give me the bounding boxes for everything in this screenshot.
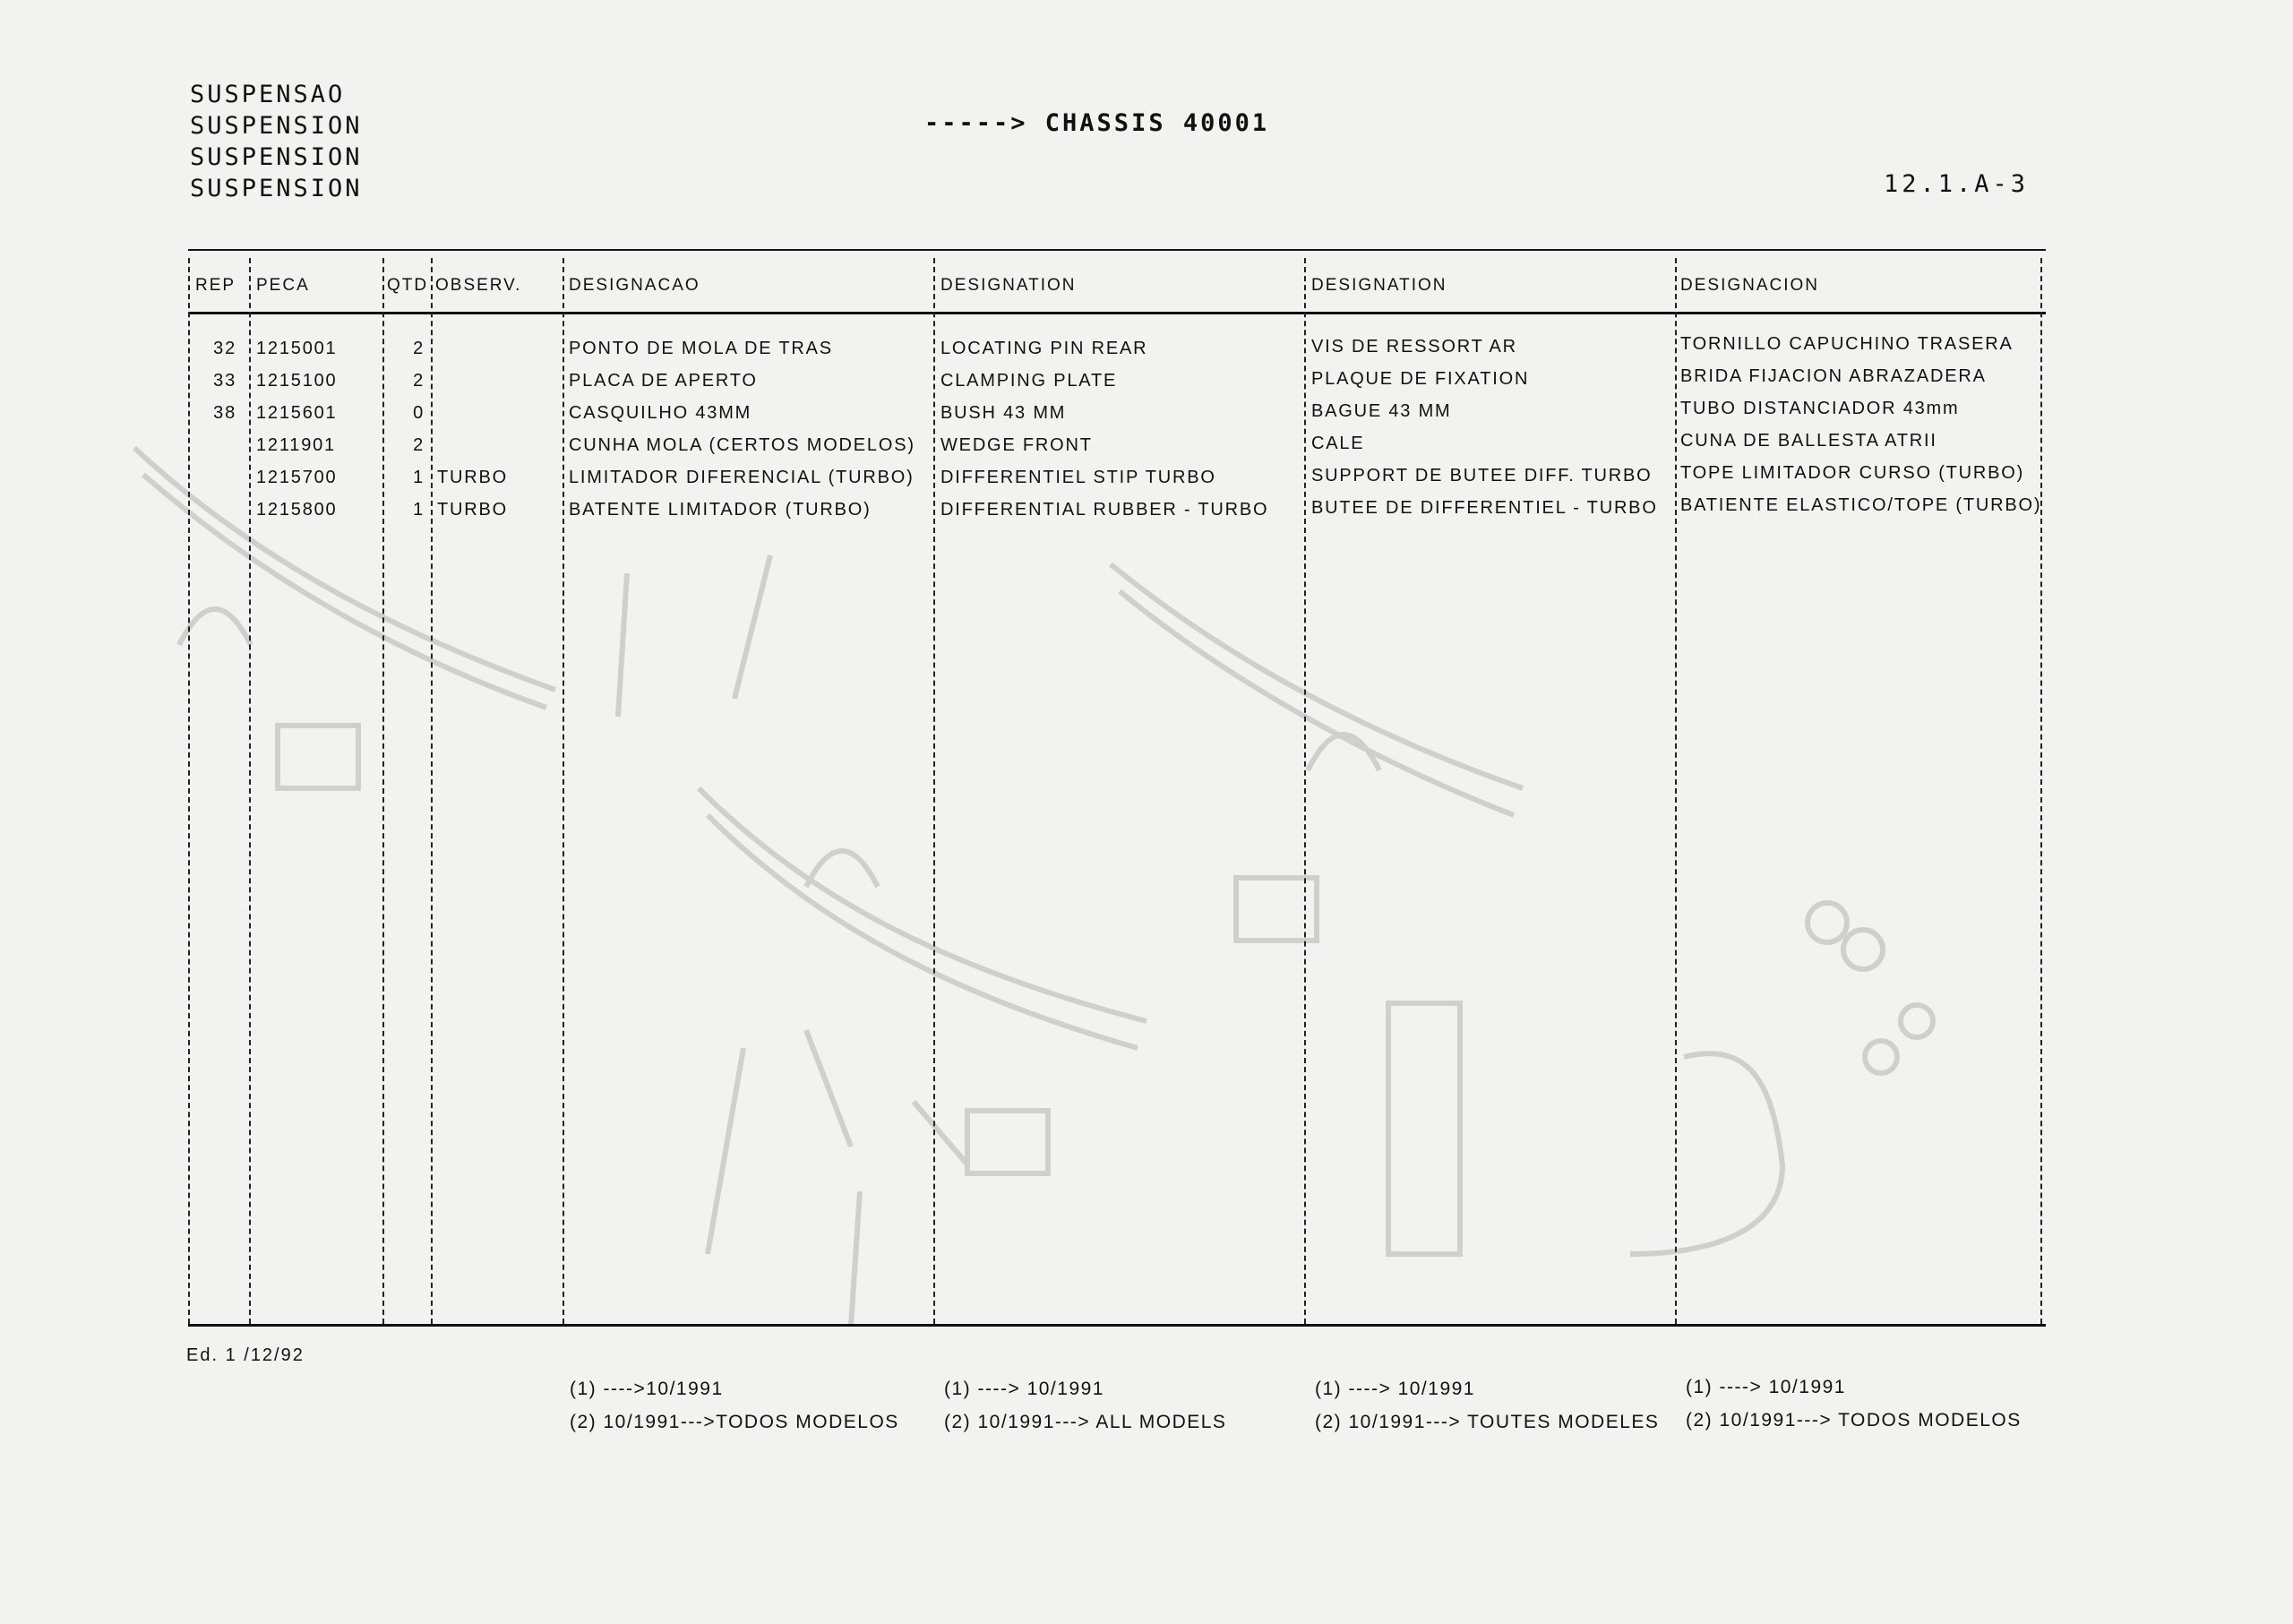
- title-english: SUSPENSION: [190, 112, 363, 140]
- row-designacion: TOPE LIMITADOR CURSO (TURBO): [1680, 463, 2025, 483]
- row-qty: 2: [413, 339, 425, 358]
- footnote-french: [1315, 1372, 1659, 1439]
- row-part-number: 1215001: [256, 339, 338, 358]
- row-designation-fr: SUPPORT DE BUTEE DIFF. TURBO: [1311, 466, 1653, 485]
- row-designacion: BRIDA FIJACION ABRAZADERA: [1680, 366, 1987, 386]
- column-header-designacao: DESIGNACAO: [569, 276, 700, 295]
- row-designation-en: LOCATING PIN REAR: [940, 339, 1148, 358]
- row-designation-fr: CALE: [1311, 434, 1365, 453]
- row-part-number: 1215800: [256, 500, 338, 520]
- row-observ: TURBO: [437, 500, 508, 520]
- section-titles: [190, 79, 363, 204]
- title-portuguese: SUSPENSAO: [190, 81, 346, 108]
- column-header-peca: PECA: [256, 276, 310, 295]
- row-observ: TURBO: [437, 468, 508, 487]
- footnote-line: (1) ----> 10/1991: [1315, 1379, 1475, 1399]
- column-header-qtd: QTD: [387, 276, 429, 295]
- row-designation-en: BUSH 43 MM: [940, 403, 1067, 423]
- row-qty: 2: [413, 371, 425, 391]
- footnote-line: (2) 10/1991---> ALL MODELS: [944, 1412, 1227, 1432]
- column-header-designation-fr: DESIGNATION: [1311, 276, 1447, 295]
- row-part-number: 1215601: [256, 403, 338, 423]
- column-divider: [933, 258, 937, 1324]
- edition-date: Ed. 1 /12/92: [186, 1345, 305, 1365]
- column-divider: [1304, 258, 1308, 1324]
- column-header-observ: OBSERV.: [435, 276, 522, 295]
- row-part-number: 1211901: [256, 435, 336, 455]
- chassis-reference: -----> CHASSIS 40001: [924, 109, 1270, 137]
- column-divider: [2040, 258, 2044, 1324]
- row-designacion: TORNILLO CAPUCHINO TRASERA: [1680, 334, 2014, 354]
- column-divider: [1675, 258, 1679, 1324]
- row-designation-fr: BUTEE DE DIFFERENTIEL - TURBO: [1311, 498, 1658, 518]
- row-rep: 33: [213, 371, 236, 391]
- row-rep: 32: [213, 339, 236, 358]
- column-divider: [431, 258, 434, 1324]
- parts-table: [188, 249, 2046, 1328]
- footnote-line: (1) ----> 10/1991: [1686, 1377, 1846, 1397]
- footnote-line: (2) 10/1991--->TODOS MODELOS: [570, 1412, 899, 1432]
- table-bottom-rule: [188, 1324, 2046, 1327]
- column-header-rep: REP: [195, 276, 236, 295]
- column-divider: [249, 258, 253, 1324]
- row-designation-fr: VIS DE RESSORT AR: [1311, 337, 1517, 357]
- row-designacao: PONTO DE MOLA DE TRAS: [569, 339, 833, 358]
- row-designacion: BATIENTE ELASTICO/TOPE (TURBO): [1680, 495, 2042, 515]
- column-divider: [188, 258, 192, 1324]
- row-designacao: CUNHA MOLA (CERTOS MODELOS): [569, 435, 915, 455]
- row-designacao: LIMITADOR DIFERENCIAL (TURBO): [569, 468, 915, 487]
- footnote-line: (2) 10/1991---> TOUTES MODELES: [1315, 1412, 1660, 1432]
- row-qty: 0: [413, 403, 425, 423]
- row-designation-fr: BAGUE 43 MM: [1311, 401, 1452, 421]
- column-header-designation-en: DESIGNATION: [940, 276, 1077, 295]
- row-designacao: CASQUILHO 43MM: [569, 403, 752, 423]
- footnote-line: (2) 10/1991---> TODOS MODELOS: [1686, 1410, 2022, 1431]
- row-designation-en: DIFFERENTIAL RUBBER - TURBO: [940, 500, 1269, 520]
- row-qty: 1: [413, 500, 425, 520]
- column-divider: [382, 258, 386, 1324]
- row-part-number: 1215100: [256, 371, 338, 391]
- footnote-line: (1) ----> 10/1991: [944, 1379, 1104, 1399]
- row-qty: 2: [413, 435, 425, 455]
- footnote-spanish: [1686, 1371, 2022, 1437]
- row-designacion: TUBO DISTANCIADOR 43mm: [1680, 399, 1960, 418]
- row-designacao: BATENTE LIMITADOR (TURBO): [569, 500, 872, 520]
- row-qty: 1: [413, 468, 425, 487]
- title-french: SUSPENSION: [190, 143, 363, 171]
- row-designation-en: DIFFERENTIEL STIP TURBO: [940, 468, 1216, 487]
- row-designation-fr: PLAQUE DE FIXATION: [1311, 369, 1530, 389]
- column-divider: [563, 258, 566, 1324]
- column-header-designacion: DESIGNACION: [1680, 276, 1820, 295]
- row-designation-en: WEDGE FRONT: [940, 435, 1093, 455]
- row-designation-en: CLAMPING PLATE: [940, 371, 1118, 391]
- footnote-english: [944, 1372, 1226, 1439]
- footnote-line: (1) ---->10/1991: [570, 1379, 724, 1399]
- page-reference: 12.1.A-3: [1884, 170, 2030, 198]
- row-part-number: 1215700: [256, 468, 338, 487]
- title-spanish: SUSPENSION: [190, 175, 363, 202]
- table-top-rule: [188, 249, 2046, 251]
- header-bottom-rule: [188, 312, 2046, 314]
- row-designacao: PLACA DE APERTO: [569, 371, 758, 391]
- footnote-portuguese: [570, 1372, 899, 1439]
- row-designacion: CUNA DE BALLESTA ATRII: [1680, 431, 1937, 451]
- row-rep: 38: [213, 403, 236, 423]
